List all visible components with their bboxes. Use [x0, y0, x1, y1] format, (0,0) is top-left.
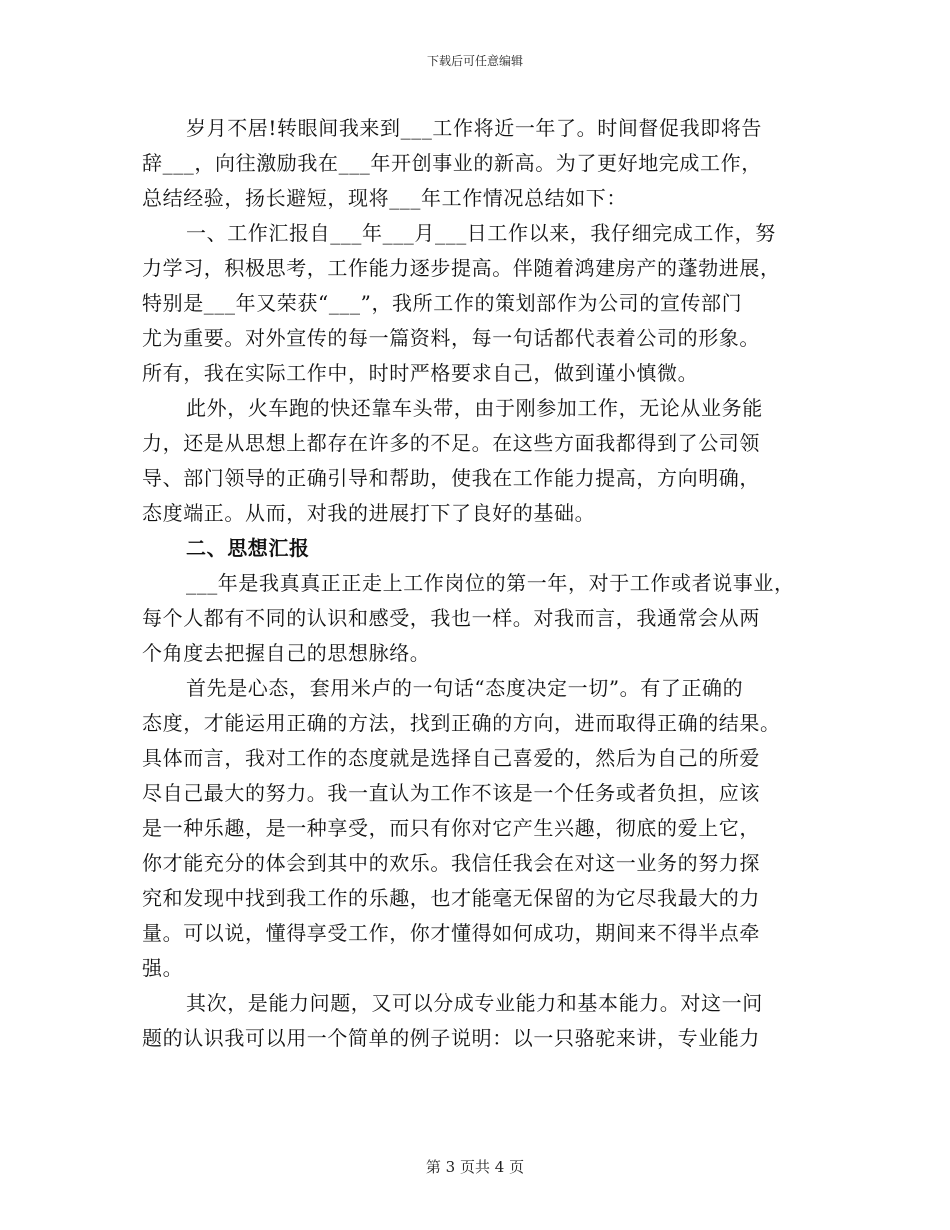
text-line: 量。可以说，懂得享受工作，你才懂得如何成功，期间来不得半点牵: [142, 921, 760, 945]
section-heading: 二、思想汇报: [186, 536, 310, 560]
text-line: 辞___，向往激励我在___年开创事业的新高。为了更好地完成工作，: [142, 151, 762, 175]
text-line: 态度端正。从而，对我的进展打下了良好的基础。: [142, 501, 596, 525]
text-line: 你才能充分的体会到其中的欢乐。我信任我会在对这一业务的努力探: [142, 851, 760, 875]
text-line: 究和发现中找到我工作的乐趣，也才能毫无保留的为它尽我最大的力: [142, 886, 760, 910]
text-line: 态度，才能运用正确的方法，找到正确的方向，进而取得正确的结果。: [142, 711, 781, 735]
page-footer: 第 3 页共 4 页: [425, 1158, 525, 1176]
text-line: 岁月不居!转眼间我来到___工作将近一年了。时间督促我即将告: [186, 116, 763, 140]
text-line: 首先是心态，套用米卢的一句话“态度决定一切”。有了正确的: [186, 676, 744, 700]
text-line: 导、部门领导的正确引导和帮助，使我在工作能力提高，方向明确，: [142, 466, 760, 490]
text-line: 其次，是能力问题，又可以分成专业能力和基本能力。对这一问: [186, 991, 763, 1015]
text-line: 力，还是从思想上都存在许多的不足。在这些方面我都得到了公司领: [142, 431, 760, 455]
text-line: 强。: [142, 956, 184, 980]
text-line: 题的认识我可以用一个简单的例子说明：以一只骆驼来讲，专业能力: [142, 1026, 760, 1050]
text-line: 此外，火车跑的快还靠车头带，由于刚参加工作，无论从业务能: [186, 396, 763, 420]
text-line: ___年是我真真正正走上工作岗位的第一年，对于工作或者说事业，: [186, 571, 795, 595]
text-line: 特别是___年又荣获“___”，我所工作的策划部作为公司的宣传部门: [142, 291, 743, 315]
text-line: 是一种乐趣，是一种享受，而只有你对它产生兴趣，彻底的爱上它，: [142, 816, 760, 840]
text-line: 尽自己最大的努力。我一直认为工作不该是一个任务或者负担，应该: [142, 781, 760, 805]
text-line: 尤为重要。对外宣传的每一篇资料，每一句话都代表着公司的形象。: [142, 326, 760, 350]
text-line: 每个人都有不同的认识和感受，我也一样。对我而言，我通常会从两: [142, 606, 760, 630]
text-line: 个角度去把握自己的思想脉络。: [142, 641, 431, 665]
text-line: 所有，我在实际工作中，时时严格要求自己，做到谨小慎微。: [142, 361, 699, 385]
text-line: 总结经验，扬长避短，现将___年工作情况总结如下：: [142, 186, 627, 210]
page-header: 下载后可任意编辑: [426, 54, 523, 68]
text-line: 力学习，积极思考，工作能力逐步提高。伴随着鸿建房产的蓬勃进展，: [142, 256, 781, 280]
text-line: 具体而言，我对工作的态度就是选择自己喜爱的，然后为自己的所爱: [142, 746, 760, 770]
document-body: [142, 111, 812, 1056]
text-line: 一、工作汇报自___年___月___日工作以来，我仔细完成工作，努: [186, 221, 776, 245]
